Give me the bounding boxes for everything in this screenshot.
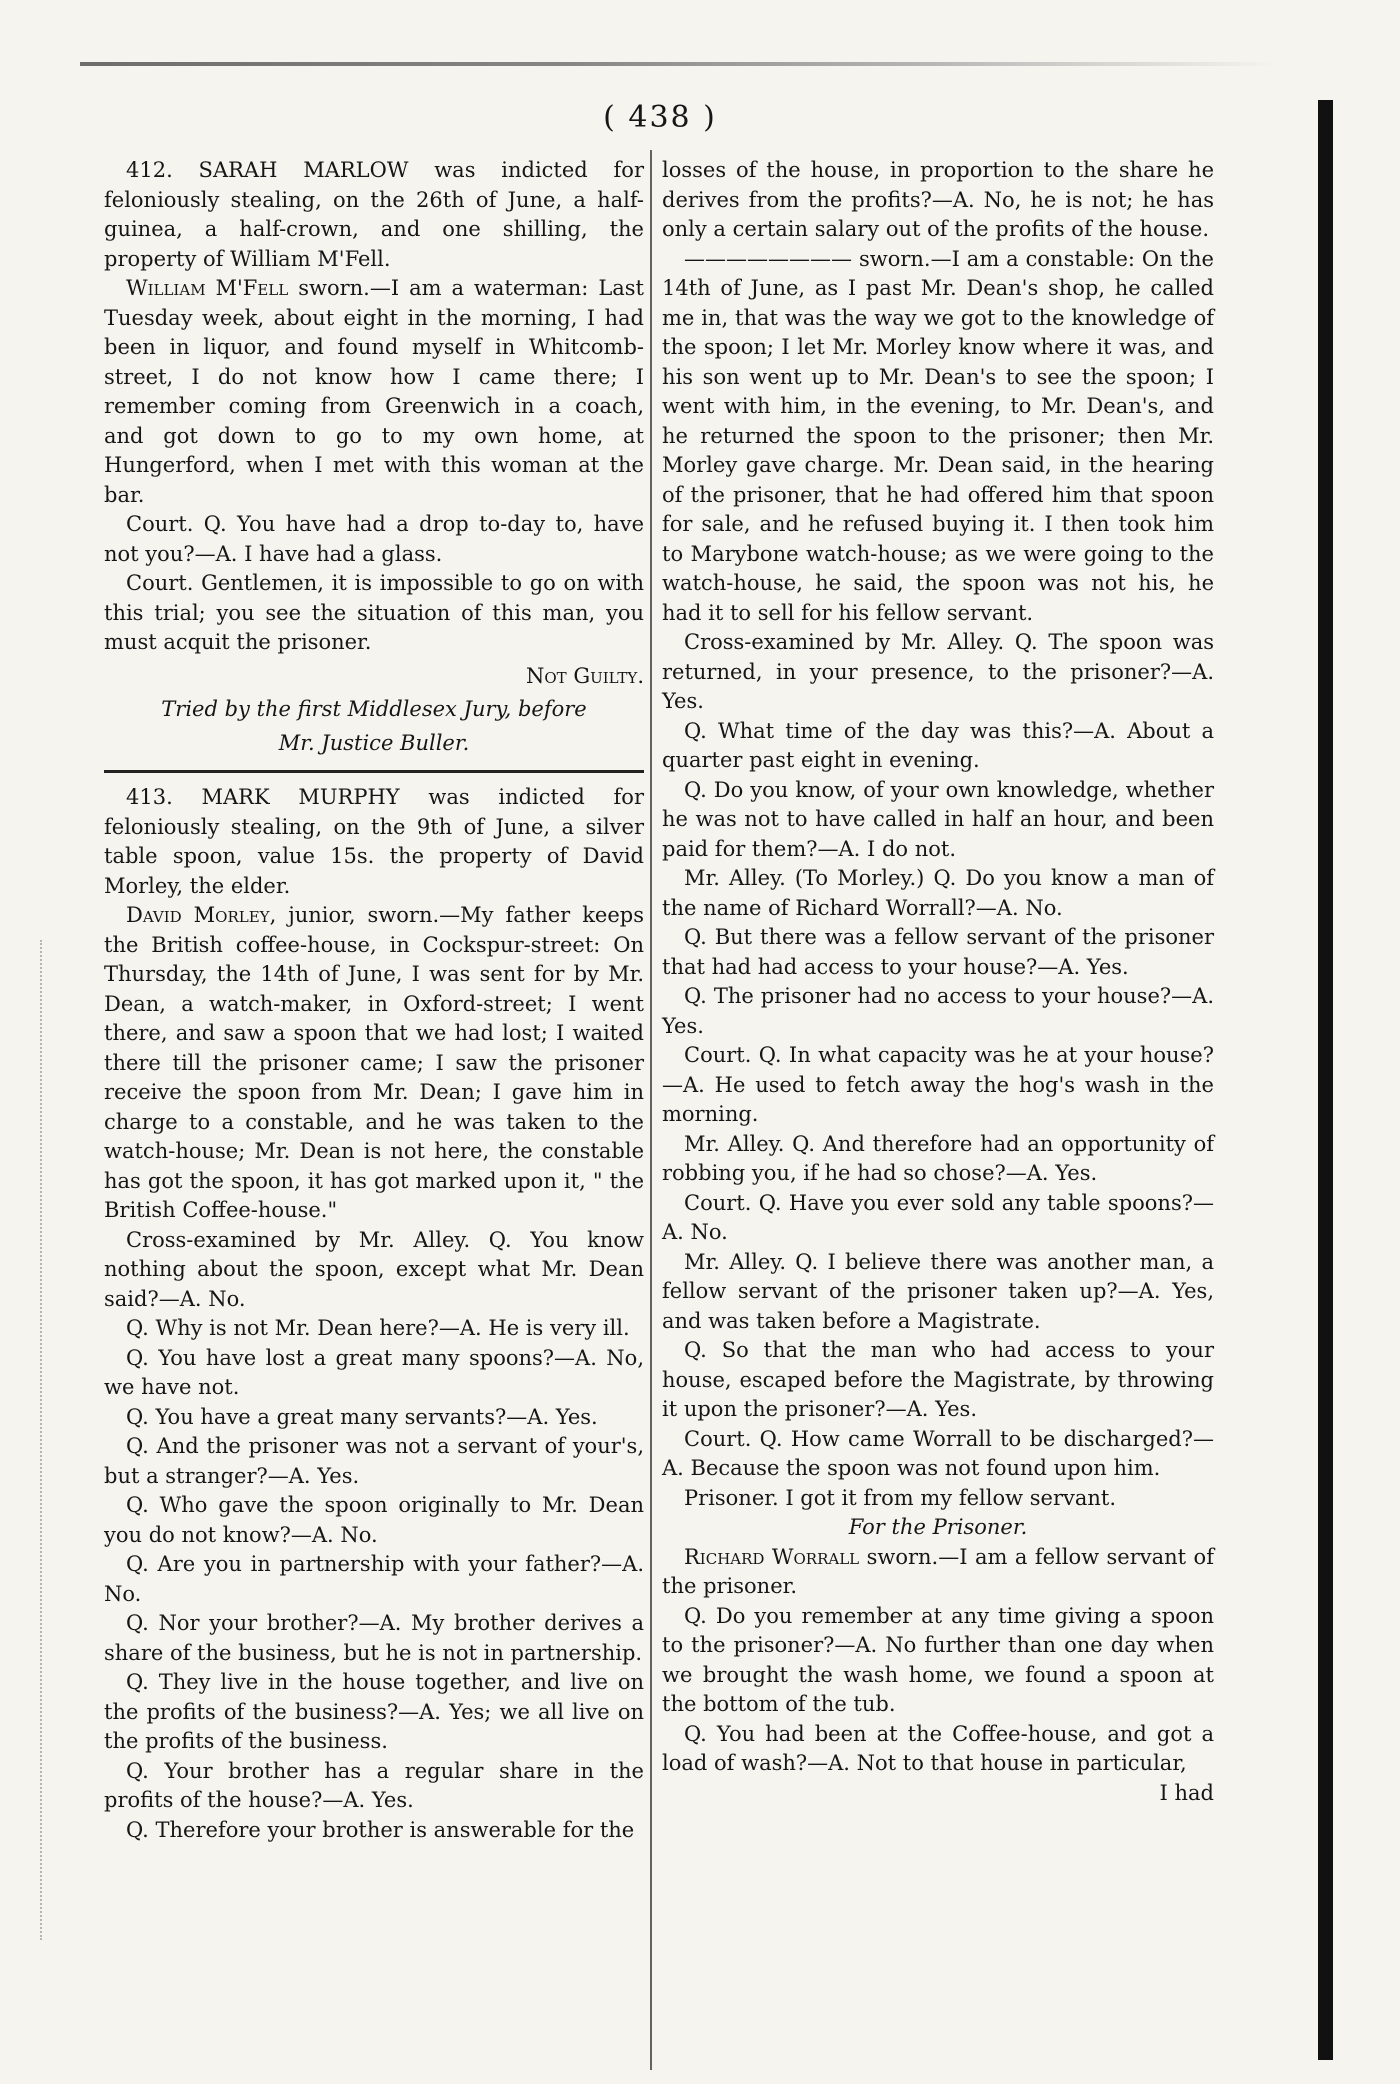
case-412-heading: 412. SARAH MARLOW was indicted for feloniously stealing, on the 26th of June, a half-guinea, a half-crown, and one shilling, the property of William M'Fell. <box>104 158 644 271</box>
constable-testimony: ———————— sworn.—I am a constable: On the 14th of June, as I past Mr. Dean's shop, he called me in, that was the way we got to the knowledge of the spoon; I let Mr. Morley know where it was, and his son went up to Mr. Dean's to see the spoon; I went with him, in the evening, to Mr. Dean's, and he returned the spoon to the prisoner; then Mr. Morley gave charge. Mr. Dean said, in the hearing of the prisoner, that he had offered him that spoon for sale, and he refused buying it. I then took him to Marybone watch-house; as we were going to the watch-house, he said, the spoon was not his, he had it to sell for his fellow servant. <box>662 246 1214 625</box>
qa-line: Mr. Alley. Q. I believe there was another man, a fellow servant of the prisoner taken up?—A. Yes, and was taken before a Magistrate. <box>662 1249 1214 1333</box>
cross-examination: Cross-examined by Mr. Alley. Q. You know nothing about the spoon, except what Mr. Dean said?—A. No. <box>104 1227 644 1311</box>
qa-line: Q. Are you in partnership with your father?—A. No. <box>104 1552 644 1606</box>
left-column <box>104 156 644 1845</box>
qa-line: Q. So that the man who had access to your house, escaped before the Magistrate, by throwing it upon the prisoner?—A. Yes. <box>662 1338 1214 1421</box>
qa-line: Q. You had been at the Coffee-house, and got a load of wash?—A. Not to that house in particular, <box>662 1721 1214 1775</box>
qa-line: Q. You have a great many servants?—A. Yes. <box>126 1404 598 1429</box>
qa-line: Q. Nor your brother?—A. My brother derives a share of the business, but he is not in partnership. <box>104 1611 644 1665</box>
page-number: ( 438 ) <box>603 100 717 135</box>
qa-line: Q. Why is not Mr. Dean here?—A. He is very ill. <box>126 1316 630 1340</box>
witness-worrall-testimony: Richard Worrall sworn.—I am a fellow servant of the prisoner. <box>662 1544 1214 1598</box>
qa-line: Court. Q. In what capacity was he at your house?—A. He used to fetch away the hog's wash in the morning. <box>662 1043 1214 1126</box>
court-question: Court. Q. You have had a drop to-day to, have not you?—A. I have had a glass. <box>104 512 644 566</box>
column-separator <box>650 150 652 2070</box>
qa-line: Q. Do you know, of your own knowledge, whether he was not to have called in half an hour, and been paid for them?—A. I do not. <box>662 777 1214 861</box>
qa-line: Mr. Alley. Q. And therefore had an opportunity of robbing you, if he had so chose?—A. Yes. <box>662 1131 1214 1185</box>
witness-mfell-testimony: William M'Fell sworn.—I am a waterman: Last Tuesday week, about eight in the morning, I had been in liquor, and found myself in Whitcomb-street, I do not know how I came there; I remember coming from Greenwich in a coach, and got down to go to my own home, at Hungerford, when I met with this woman at the bar. <box>104 276 645 507</box>
qa-line: Q. Therefore your brother is answerable for the <box>126 1817 635 1842</box>
tried-before-line2: Mr. Justice Buller. <box>278 730 470 755</box>
qa-line: Q. Your brother has a regular share in the profits of the house?—A. Yes. <box>104 1758 644 1812</box>
right-column <box>662 156 1214 1808</box>
binding-edge <box>1318 100 1333 2060</box>
catchword: I had <box>1159 1780 1214 1805</box>
qa-line: Court. Q. How came Worrall to be discharged?—A. Because the spoon was not found upon him. <box>662 1426 1214 1480</box>
court-direction: Court. Gentlemen, it is impossible to go on with this trial; you see the situation of this man, you must acquit the prisoner. <box>104 571 644 654</box>
qa-line: Q. You have lost a great many spoons?—A. No, we have not. <box>104 1345 644 1399</box>
cross-examination: Cross-examined by Mr. Alley. Q. The spoon was returned, in your presence, to the prisoner?—A. Yes. <box>662 630 1214 713</box>
witness-name: William M'Fell <box>126 276 289 300</box>
verdict: Not Guilty. <box>525 663 644 688</box>
continuation: losses of the house, in proportion to the share he derives from the profits?—A. No, he is not; he has only a certain salary out of the profits of the house. <box>662 158 1214 241</box>
qa-line: Q. What time of the day was this?—A. About a quarter past eight in evening. <box>662 718 1214 772</box>
witness-morley-testimony: David Morley, junior, sworn.—My father keeps the British coffee-house, in Cockspur-street: On Thursday, the 14th of June, I was sent for by Mr. Dean, a watch-maker, in Oxford-street; I went there, and saw a spoon that we had lost; I waited there till the prisoner came; I saw the prisoner receive the spoon from Mr. Dean; I gave him in charge to a constable, and he was taken to the watch-house; Mr. Dean is not here, the constable has got the spoon, it has got marked upon it, " the British Coffee-house." <box>104 903 644 1222</box>
prisoner-statement: Prisoner. I got it from my fellow servant. <box>684 1485 1117 1510</box>
qa-line: Q. The prisoner had no access to your house?—A. Yes. <box>662 984 1214 1038</box>
witness-name: David Morley <box>126 903 270 927</box>
for-the-prisoner-heading: For the Prisoner. <box>848 1515 1028 1539</box>
qa-line: Q. Do you remember at any time giving a spoon to the prisoner?—A. No further than one day when we brought the wash home, we found a spoon at the bottom of the tub. <box>662 1603 1214 1716</box>
qa-line: Q. But there was a fellow servant of the prisoner that had had access to your house?—A. Yes. <box>662 925 1214 979</box>
qa-line: Q. They live in the house together, and live on the profits of the business?—A. Yes; we all live on the profits of the business. <box>104 1670 644 1753</box>
qa-line: Q. Who gave the spoon originally to Mr. Dean you do not know?—A. No. <box>104 1493 644 1547</box>
margin-speckle <box>40 940 52 1940</box>
qa-line: Court. Q. Have you ever sold any table spoons?—A. No. <box>662 1190 1214 1244</box>
tried-before-line1: Tried by the first Middlesex Jury, before <box>161 697 587 721</box>
case-413-heading: 413. MARK MURPHY was indicted for feloniously stealing, on the 9th of June, a silver table spoon, value 15s. the property of David Morley, the elder. <box>104 785 644 898</box>
top-rule <box>80 62 1280 66</box>
qa-line: Mr. Alley. (To Morley.) Q. Do you know a man of the name of Richard Worrall?—A. No. <box>662 866 1214 920</box>
witness-name: Richard Worrall <box>684 1544 860 1569</box>
case-divider <box>104 770 644 773</box>
qa-line: Q. And the prisoner was not a servant of your's, but a stranger?—A. Yes. <box>104 1434 644 1488</box>
